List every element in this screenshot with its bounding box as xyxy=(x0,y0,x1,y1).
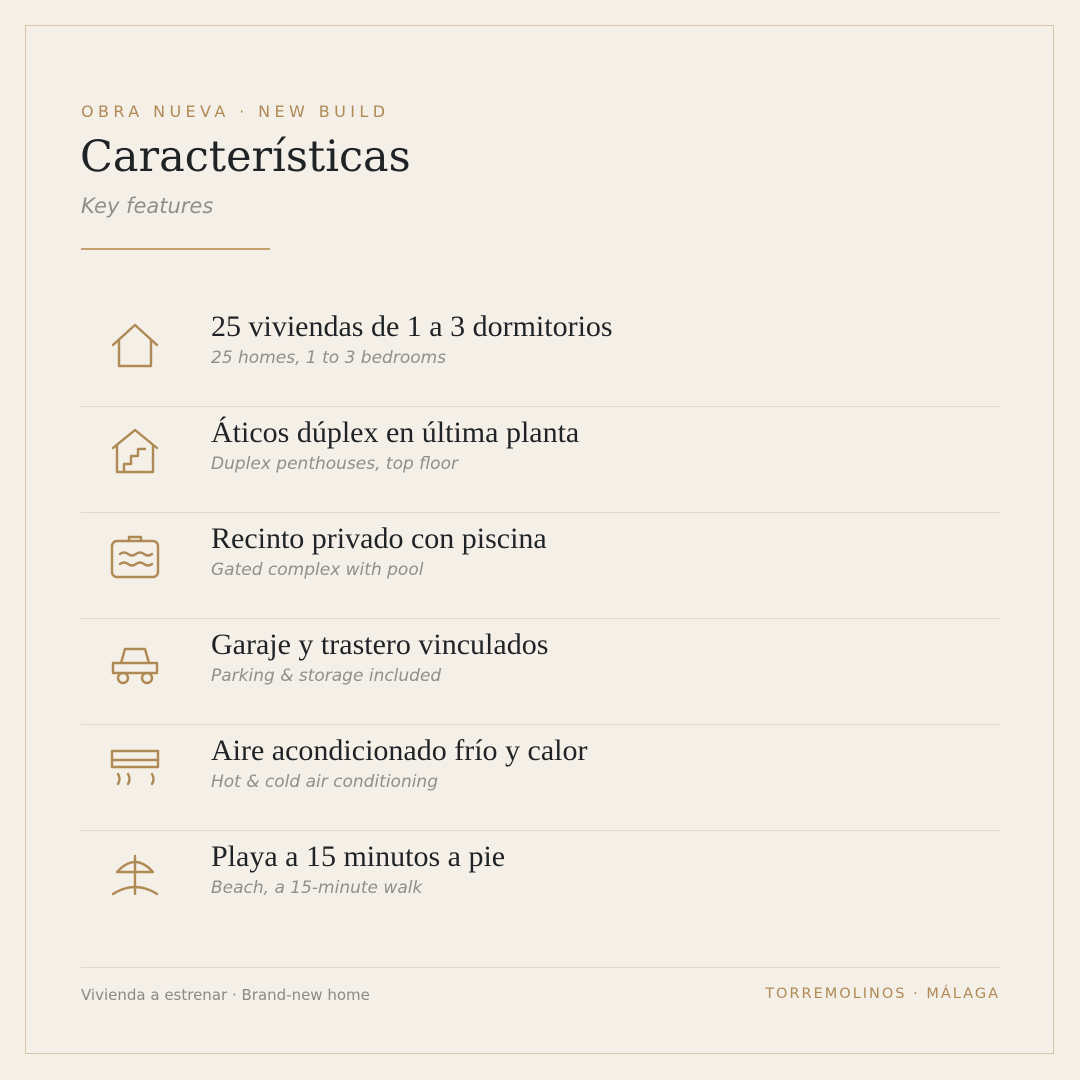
feature-item-beach xyxy=(81,831,1000,937)
beach-umbrella-icon xyxy=(107,848,163,904)
footer-tagline: Vivienda a estrenar · Brand-new home xyxy=(81,986,370,1004)
feature-title: Áticos dúplex en última planta xyxy=(211,416,580,449)
eyebrow-label: OBRA NUEVA · NEW BUILD xyxy=(81,102,390,121)
house-icon xyxy=(107,318,163,374)
feature-title: 25 viviendas de 1 a 3 dormitorios xyxy=(211,310,613,343)
feature-list xyxy=(81,301,1000,937)
feature-subtitle: Beach, a 15-minute walk xyxy=(211,878,423,898)
feature-subtitle: Parking & storage included xyxy=(211,666,442,686)
footer-location: TORREMOLINOS · MÁLAGA xyxy=(765,986,1000,1002)
feature-subtitle: 25 homes, 1 to 3 bedrooms xyxy=(211,348,447,368)
footer-divider xyxy=(81,967,1000,968)
air-conditioner-icon xyxy=(107,742,163,798)
feature-item-bedrooms xyxy=(81,301,1000,407)
feature-title: Garaje y trastero vinculados xyxy=(211,628,549,661)
page-title: Características xyxy=(80,132,411,182)
feature-subtitle: Duplex penthouses, top floor xyxy=(211,454,458,474)
page-subtitle: Key features xyxy=(81,194,214,218)
title-divider xyxy=(81,248,270,250)
feature-item-penthouses xyxy=(81,407,1000,513)
feature-title: Aire acondicionado frío y calor xyxy=(211,734,588,767)
duplex-stairs-icon xyxy=(107,424,163,480)
car-icon xyxy=(107,636,163,692)
feature-subtitle: Gated complex with pool xyxy=(211,560,424,580)
feature-title: Playa a 15 minutos a pie xyxy=(211,840,506,873)
feature-item-pool xyxy=(81,513,1000,619)
feature-subtitle: Hot & cold air conditioning xyxy=(211,772,439,792)
feature-title: Recinto privado con piscina xyxy=(211,522,547,555)
feature-item-air-conditioning xyxy=(81,725,1000,831)
pool-icon xyxy=(107,530,163,586)
feature-item-garage xyxy=(81,619,1000,725)
